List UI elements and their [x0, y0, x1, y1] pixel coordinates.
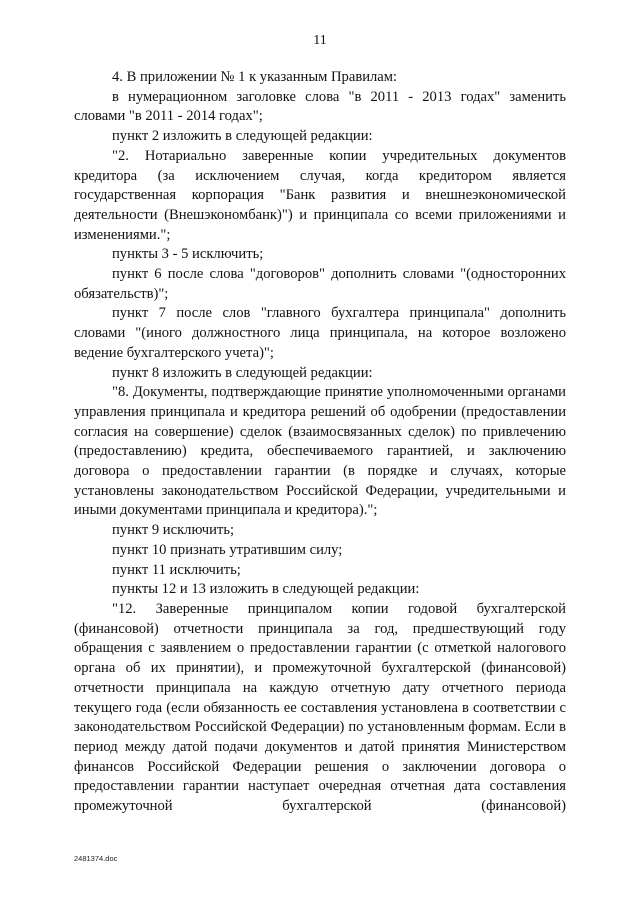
paragraph-point-7: пункт 7 после слов "главного бухгалтера принципала" дополнить словами "(иного должностного лица принципала, на которое возложено ведение бухгалтерского учета)"; — [74, 305, 566, 361]
paragraph-point-2-instruction: пункт 2 изложить в следующей редакции: — [112, 128, 373, 145]
document-body — [74, 68, 566, 817]
paragraph-point-8-instruction: пункт 8 изложить в следующей редакции: — [112, 364, 373, 381]
paragraph-point-9: пункт 9 исключить; — [112, 522, 235, 539]
paragraph-point-10: пункт 10 признать утратившим силу; — [112, 541, 343, 558]
paragraph-point-12-text: "12. Заверенные принципалом копии годовой бухгалтерской (финансовой) отчетности принципала за год, предшествующий году обращения с заявлением о предоставлении гарантии (с отметкой налогового органа об их принятии), и промежуточной бухгалтерской (финансовой) отчетности принципала на каждую отчетную дату отчетного периода текущего года (если обязанность ее составления установлена в соответствии с законодательством Российской Федерации) по установленным формам. Если в период между датой подачи документов и датой принятия Министерством финансов Российской Федерации решения о заключении договора о предоставлении гарантии наступает очередная отчетная дата составления промежуточной бухгалтерской (финансовой) — [74, 600, 566, 815]
file-name-footer: 2481374.doc — [74, 854, 118, 863]
paragraph-points-12-13-instruction: пункты 12 и 13 изложить в следующей редакции: — [112, 581, 420, 598]
paragraph-point-2-text: "2. Нотариально заверенные копии учредительных документов кредитора (за исключением случая, когда кредитором является государственная корпорация "Банк развития и внешнеэкономической деятельности (Внешэкономбанк)") и принципала со всеми приложениями и изменениями."; — [74, 147, 566, 243]
page-number: 11 — [313, 33, 327, 48]
paragraph-points-3-5: пункты 3 - 5 исключить; — [112, 246, 264, 263]
paragraph-point-8-text: "8. Документы, подтверждающие принятие уполномоченными органами управления принципала и кредитора решений об одобрении (предоставлении согласия на совершение) сделок (взаимосвязанных сделок) по привлечению (предоставлению) кредита, обеспечиваемого гарантией, и заключению договора о предоставлении гарантии (в порядке и случаях, которые установлены законодательством Российской Федерации, учредительными и иными документами принципала и кредитора)."; — [74, 384, 566, 519]
paragraph-numbering-heading: в нумерационном заголовке слова "в 2011 - 2013 годах" заменить словами "в 2011 - 2014 годах"; — [74, 88, 566, 125]
paragraph-item-4-heading: 4. В приложении № 1 к указанным Правилам: — [112, 69, 398, 85]
paragraph-point-6: пункт 6 после слова "договоров" дополнить словами "(односторонних обязательств)"; — [74, 266, 566, 302]
paragraph-point-11: пункт 11 исключить; — [112, 561, 241, 578]
